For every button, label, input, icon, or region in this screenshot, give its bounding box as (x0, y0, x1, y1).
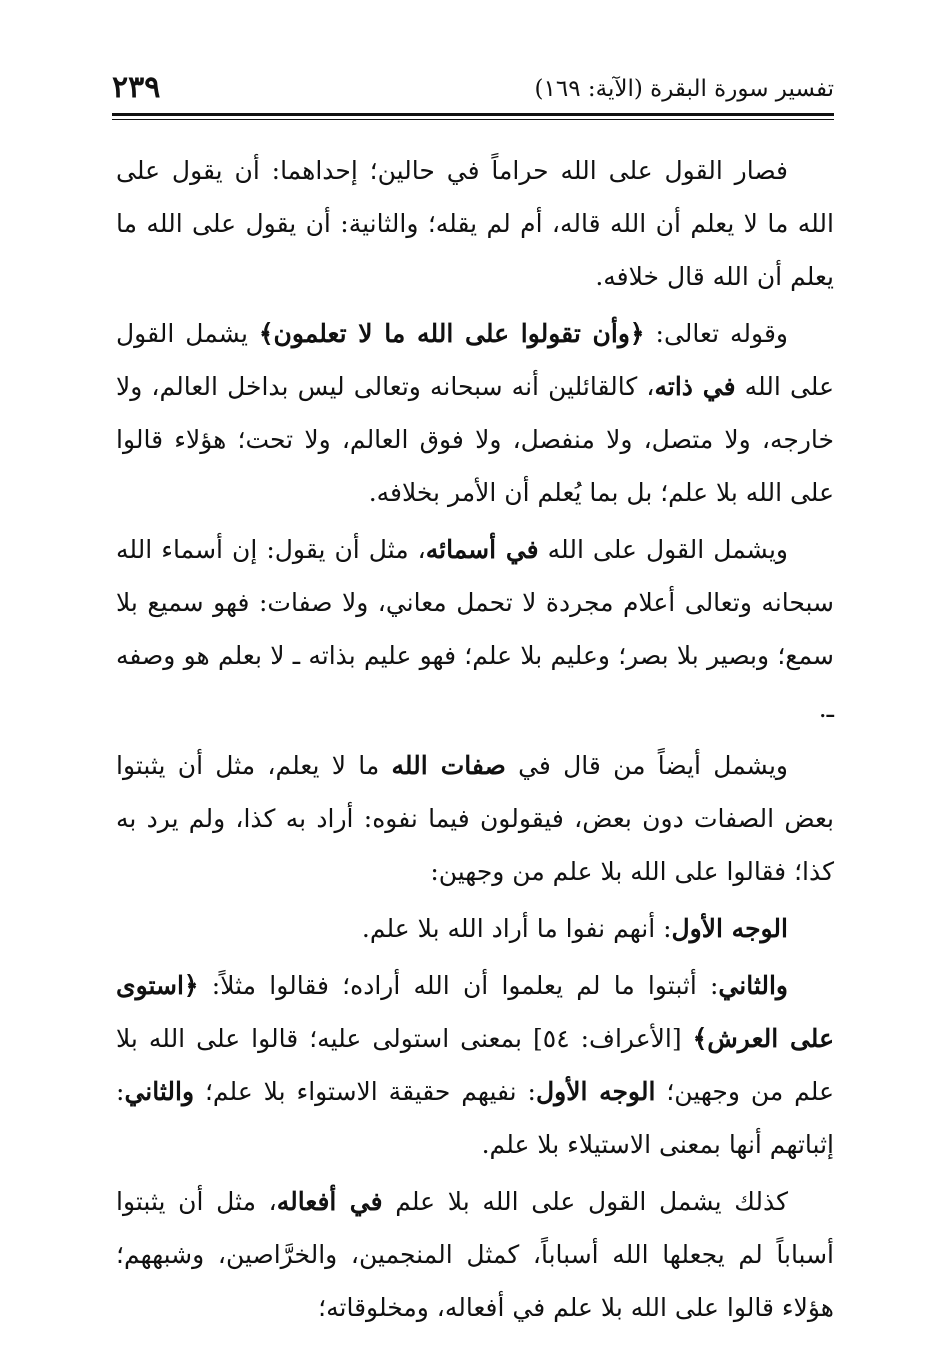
paragraph-text: ، كالقائلين أنه سبحانه وتعالى ليس بداخل العالم، ولا خارجه، ولا متصل، ولا منفصل، ولا فوق العالم، ولا تحت؛ هؤلاء قالوا على الله بلا علم؛ بل بما يُعلم أن الأمر بخلافه. (116, 372, 834, 507)
paragraph-first-aspect (116, 902, 834, 955)
paragraph-text: ، مثل أن يقول: إن أسماء الله سبحانه وتعالى أعلام مجردة لا تحمل معاني، ولا صفات: فهو سميع بلا سمع؛ وبصير بلا بصر؛ وعليم بلا علم؛ فهو عليم بذاته ـ لا بعلم هو وصفه ـ. (116, 535, 834, 723)
paragraph-text: : نفيهم حقيقة الاستواء بلا علم؛ (194, 1077, 536, 1106)
bold-term: الوجه الأول (535, 1077, 656, 1106)
paragraph-text: ما لا يعلم، مثل أن يثبتوا بعض الصفات دون بعض، فيقولون فيما نفوه: أراد به كذا، ولم يرد به كذا؛ فقالوا على الله بلا علم من وجهين: (116, 751, 834, 886)
bold-term: والثاني (124, 1077, 195, 1106)
bold-term: في أسمائه (425, 535, 539, 564)
page-header (112, 70, 834, 110)
paragraph-text: : إثباتهم أنها بمعنى الاستيلاء بلا علم. (116, 1077, 834, 1159)
paragraph-second-aspect (116, 959, 834, 1171)
running-title: تفسير سورة البقرة (الآية: ١٦٩) (534, 76, 834, 102)
paragraph-text: : أنهم نفوا ما أراد الله بلا علم. (361, 914, 672, 943)
header-rule-thin (112, 119, 834, 120)
paragraph-text: كذلك يشمل القول على الله بلا علم (382, 1187, 788, 1216)
paragraph-in-his-names (116, 523, 834, 735)
paragraph-text: ، مثل أن يثبتوا أسباباً لم يجعلها الله أسباباً، كمثل المنجمين، والخرَّاصين، وشبههم؛ هؤلاء قالوا على الله بلا علم في أفعاله، ومخلوقاته؛ (116, 1187, 834, 1322)
paragraph-in-his-essence (116, 307, 834, 519)
paragraph-text: ويشمل القول على الله (538, 535, 788, 564)
quranic-verse: ﴿وأن تقولوا على الله ما لا تعلمون﴾ (258, 319, 645, 348)
bold-term: والثاني (718, 971, 788, 1000)
paragraph-text: يشمل القول على الله (116, 319, 834, 401)
page-number: ٢٣٩ (112, 70, 161, 105)
paragraph-text: ويشمل أيضاً من قال في (505, 751, 788, 780)
paragraph-text: : أثبتوا ما لم يعلموا أن الله أراده؛ فقالوا مثلاً: (198, 971, 719, 1000)
paragraph-text: [الأعراف: ٥٤] بمعنى استولى عليه؛ قالوا على الله بلا علم من وجهين؛ (116, 1024, 834, 1106)
paragraph-text: وقوله تعالى: (644, 319, 788, 348)
bold-term: صفات الله (391, 751, 506, 780)
paragraph-text: فصار القول على الله حراماً في حالين؛ إحداهما: أن يقول على الله ما لا يعلم أن الله قاله، أم لم يقله؛ والثانية: أن يقول على الله ما يعلم أن الله قال خلافه. (116, 156, 834, 291)
body-text (116, 144, 834, 1338)
bold-term: في أفعاله (276, 1187, 383, 1216)
paragraph-in-his-attributes (116, 739, 834, 898)
bold-term: في ذاته (654, 372, 736, 401)
quranic-verse: ﴿استوى على العرش﴾ (116, 971, 834, 1053)
bold-term: الوجه الأول (671, 914, 788, 943)
paragraph-two-cases (116, 144, 834, 303)
paragraph-in-his-actions (116, 1175, 834, 1334)
header-rule-thick (112, 113, 834, 116)
